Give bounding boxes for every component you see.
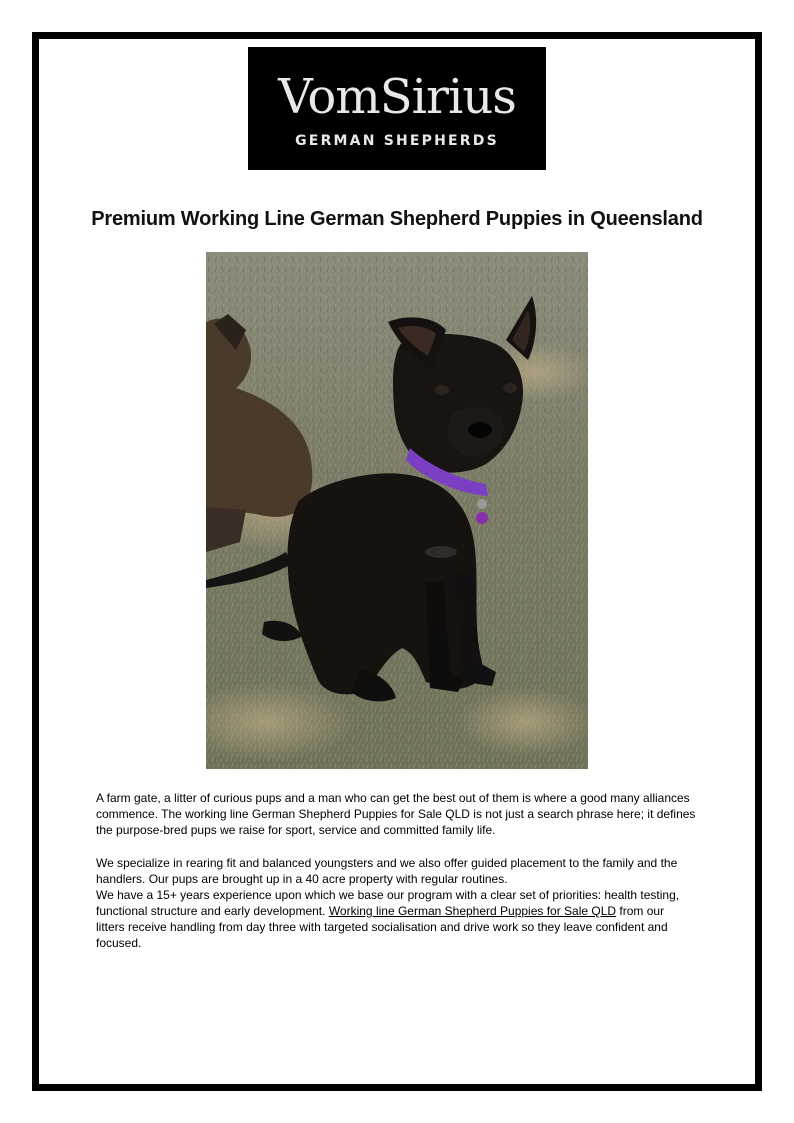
logo-name: VomSirius (278, 69, 516, 125)
puppies-for-sale-link[interactable]: Working line German Shepherd Puppies for Sale QLD (328, 904, 617, 918)
brand-logo (248, 47, 546, 170)
logo-subtitle: GERMAN SHEPHERDS (295, 133, 499, 149)
paragraph-experience-text-end: from our litters receive handling from day three with targeted socialisation and drive work so they leave confident and focused. (96, 904, 668, 950)
paragraph-experience-text-start: We have a 15+ years experience upon which we base our program with a clear set of priorities: health testing, functional structure and early development. (96, 888, 680, 918)
paragraph-intro: A farm gate, a litter of curious pups and a man who can get the best out of them is where a good many alliances commence. The working line German Shepherd Puppies for Sale QLD is not just a search phrase here; it defines the purpose-bred pups we raise for sport, service and committed family life. (96, 791, 696, 837)
page-title: Premium Working Line German Shepherd Puppies in Queensland (91, 208, 703, 230)
article-body (96, 790, 696, 951)
puppy-photo (206, 252, 588, 769)
paragraph-specialize: We specialize in rearing fit and balanced youngsters and we also offer guided placement to the family and the handlers. Our pups are brought up in a 40 acre property with regular routines. (96, 856, 678, 886)
paragraph-experience (96, 887, 696, 951)
